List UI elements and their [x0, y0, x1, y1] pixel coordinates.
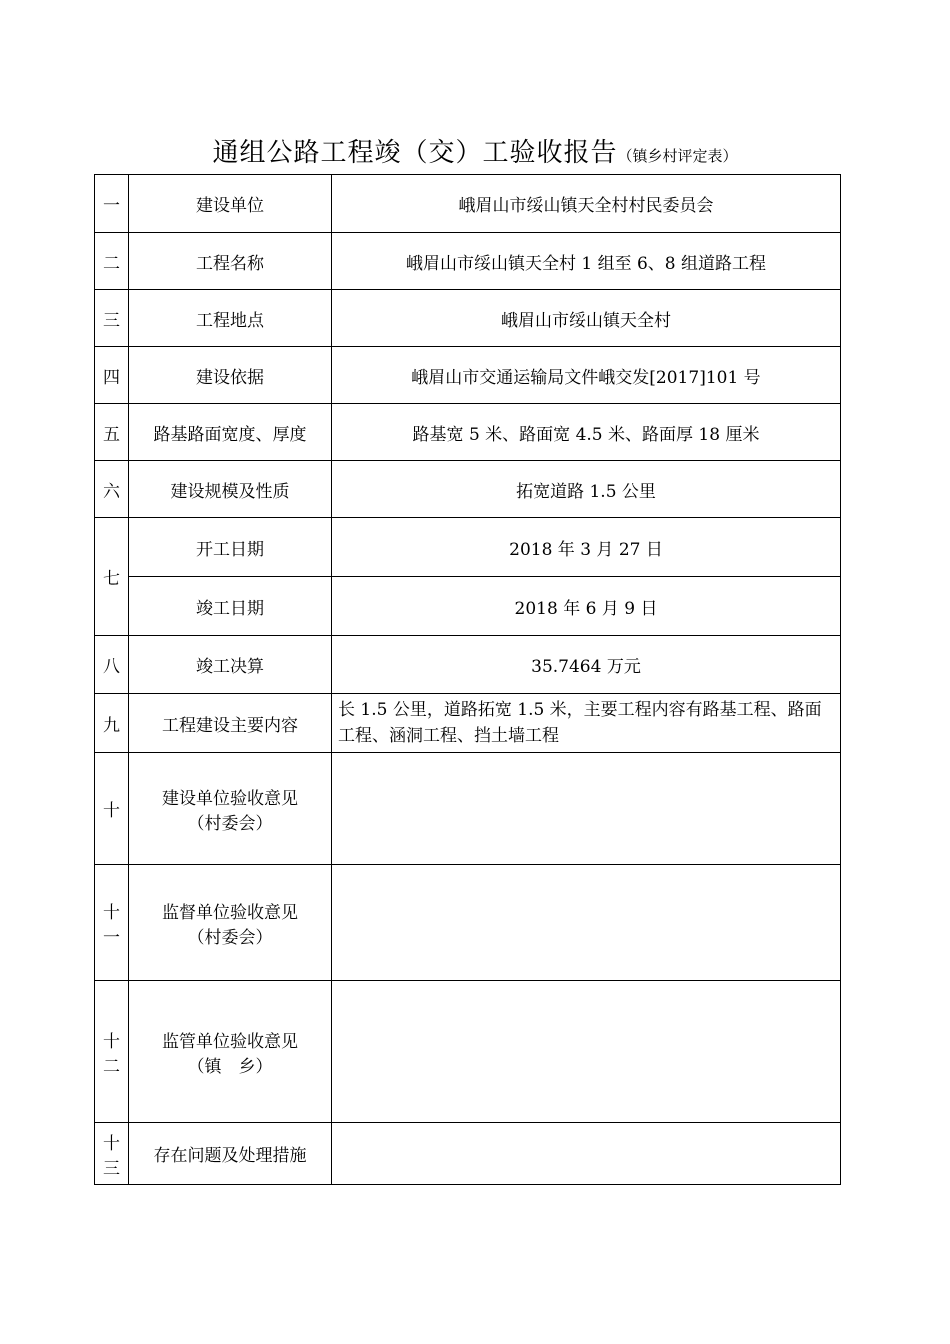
report-title: [0, 132, 950, 169]
row-number: 十一: [95, 865, 129, 981]
row-label: 存在问题及处理措施: [129, 1123, 332, 1185]
row-label: 路基路面宽度、厚度: [129, 404, 332, 461]
row-value: 路基宽 5 米、路面宽 4.5 米、路面厚 18 厘米: [332, 404, 841, 461]
row-number: 九: [95, 694, 129, 753]
row-number: 八: [95, 636, 129, 694]
row-value-start-date: 2018 年 3 月 27 日: [332, 518, 841, 577]
table-row: [95, 518, 841, 577]
issues-and-measures-field[interactable]: [332, 1123, 841, 1185]
row-value: 峨眉山市交通运输局文件峨交发[2017]101 号: [332, 347, 841, 404]
row-number: 十: [95, 753, 129, 865]
row-label: 工程建设主要内容: [129, 694, 332, 753]
row-label: [129, 981, 332, 1123]
row-label-line1: 监管单位验收意见: [162, 1031, 298, 1052]
acceptance-form-table: [94, 174, 841, 1185]
row-label-line1: 监督单位验收意见: [162, 902, 298, 923]
row-value: 峨眉山市绥山镇天全村 1 组至 6、8 组道路工程: [332, 233, 841, 290]
opinion-field-supervision-unit[interactable]: [332, 865, 841, 981]
row-label-line2: （村委会）: [187, 813, 273, 834]
opinion-field-regulatory-unit[interactable]: [332, 981, 841, 1123]
report-title-main: 通组公路工程竣（交）工验收报告: [212, 138, 618, 168]
table-row: [95, 981, 841, 1123]
row-value-completion-date: 2018 年 6 月 9 日: [332, 577, 841, 636]
row-number: 二: [95, 233, 129, 290]
row-number: 四: [95, 347, 129, 404]
row-number: 十三: [95, 1123, 129, 1185]
row-label: 工程地点: [129, 290, 332, 347]
row-label-line2: （镇 乡）: [187, 1056, 273, 1077]
table-row: [95, 865, 841, 981]
row-value: 35.7464 万元: [332, 636, 841, 694]
table-row: [95, 636, 841, 694]
row-number: 六: [95, 461, 129, 518]
report-title-subtitle: （镇乡村评定表）: [617, 147, 738, 165]
row-value: 峨眉山市绥山镇天全村村民委员会: [332, 175, 841, 233]
row-label: 建设单位: [129, 175, 332, 233]
row-number: 七: [95, 518, 129, 636]
row-number: 五: [95, 404, 129, 461]
row-number: 一: [95, 175, 129, 233]
table-row: [95, 1123, 841, 1185]
table-row: [95, 347, 841, 404]
table-row: [95, 461, 841, 518]
row-label-start-date: 开工日期: [129, 518, 332, 577]
opinion-field-construction-unit[interactable]: [332, 753, 841, 865]
table-row: [95, 233, 841, 290]
row-label: 建设规模及性质: [129, 461, 332, 518]
table-row: [95, 577, 841, 636]
row-label: 竣工决算: [129, 636, 332, 694]
row-number: 十二: [95, 981, 129, 1123]
row-value: 拓宽道路 1.5 公里: [332, 461, 841, 518]
table-row: [95, 290, 841, 347]
row-label-line2: （村委会）: [187, 927, 273, 948]
row-value-main-content: 长 1.5 公里，道路拓宽 1.5 米，主要工程内容有路基工程、路面工程、涵洞工程、挡土墙工程: [332, 694, 841, 753]
row-label-line1: 建设单位验收意见: [162, 788, 298, 809]
table-row: [95, 175, 841, 233]
row-number: 三: [95, 290, 129, 347]
row-value: 峨眉山市绥山镇天全村: [332, 290, 841, 347]
table-row: [95, 753, 841, 865]
row-label-completion-date: 竣工日期: [129, 577, 332, 636]
row-label: 工程名称: [129, 233, 332, 290]
row-label: [129, 753, 332, 865]
row-label: 建设依据: [129, 347, 332, 404]
row-label: [129, 865, 332, 981]
table-row: [95, 404, 841, 461]
table-row: [95, 694, 841, 753]
